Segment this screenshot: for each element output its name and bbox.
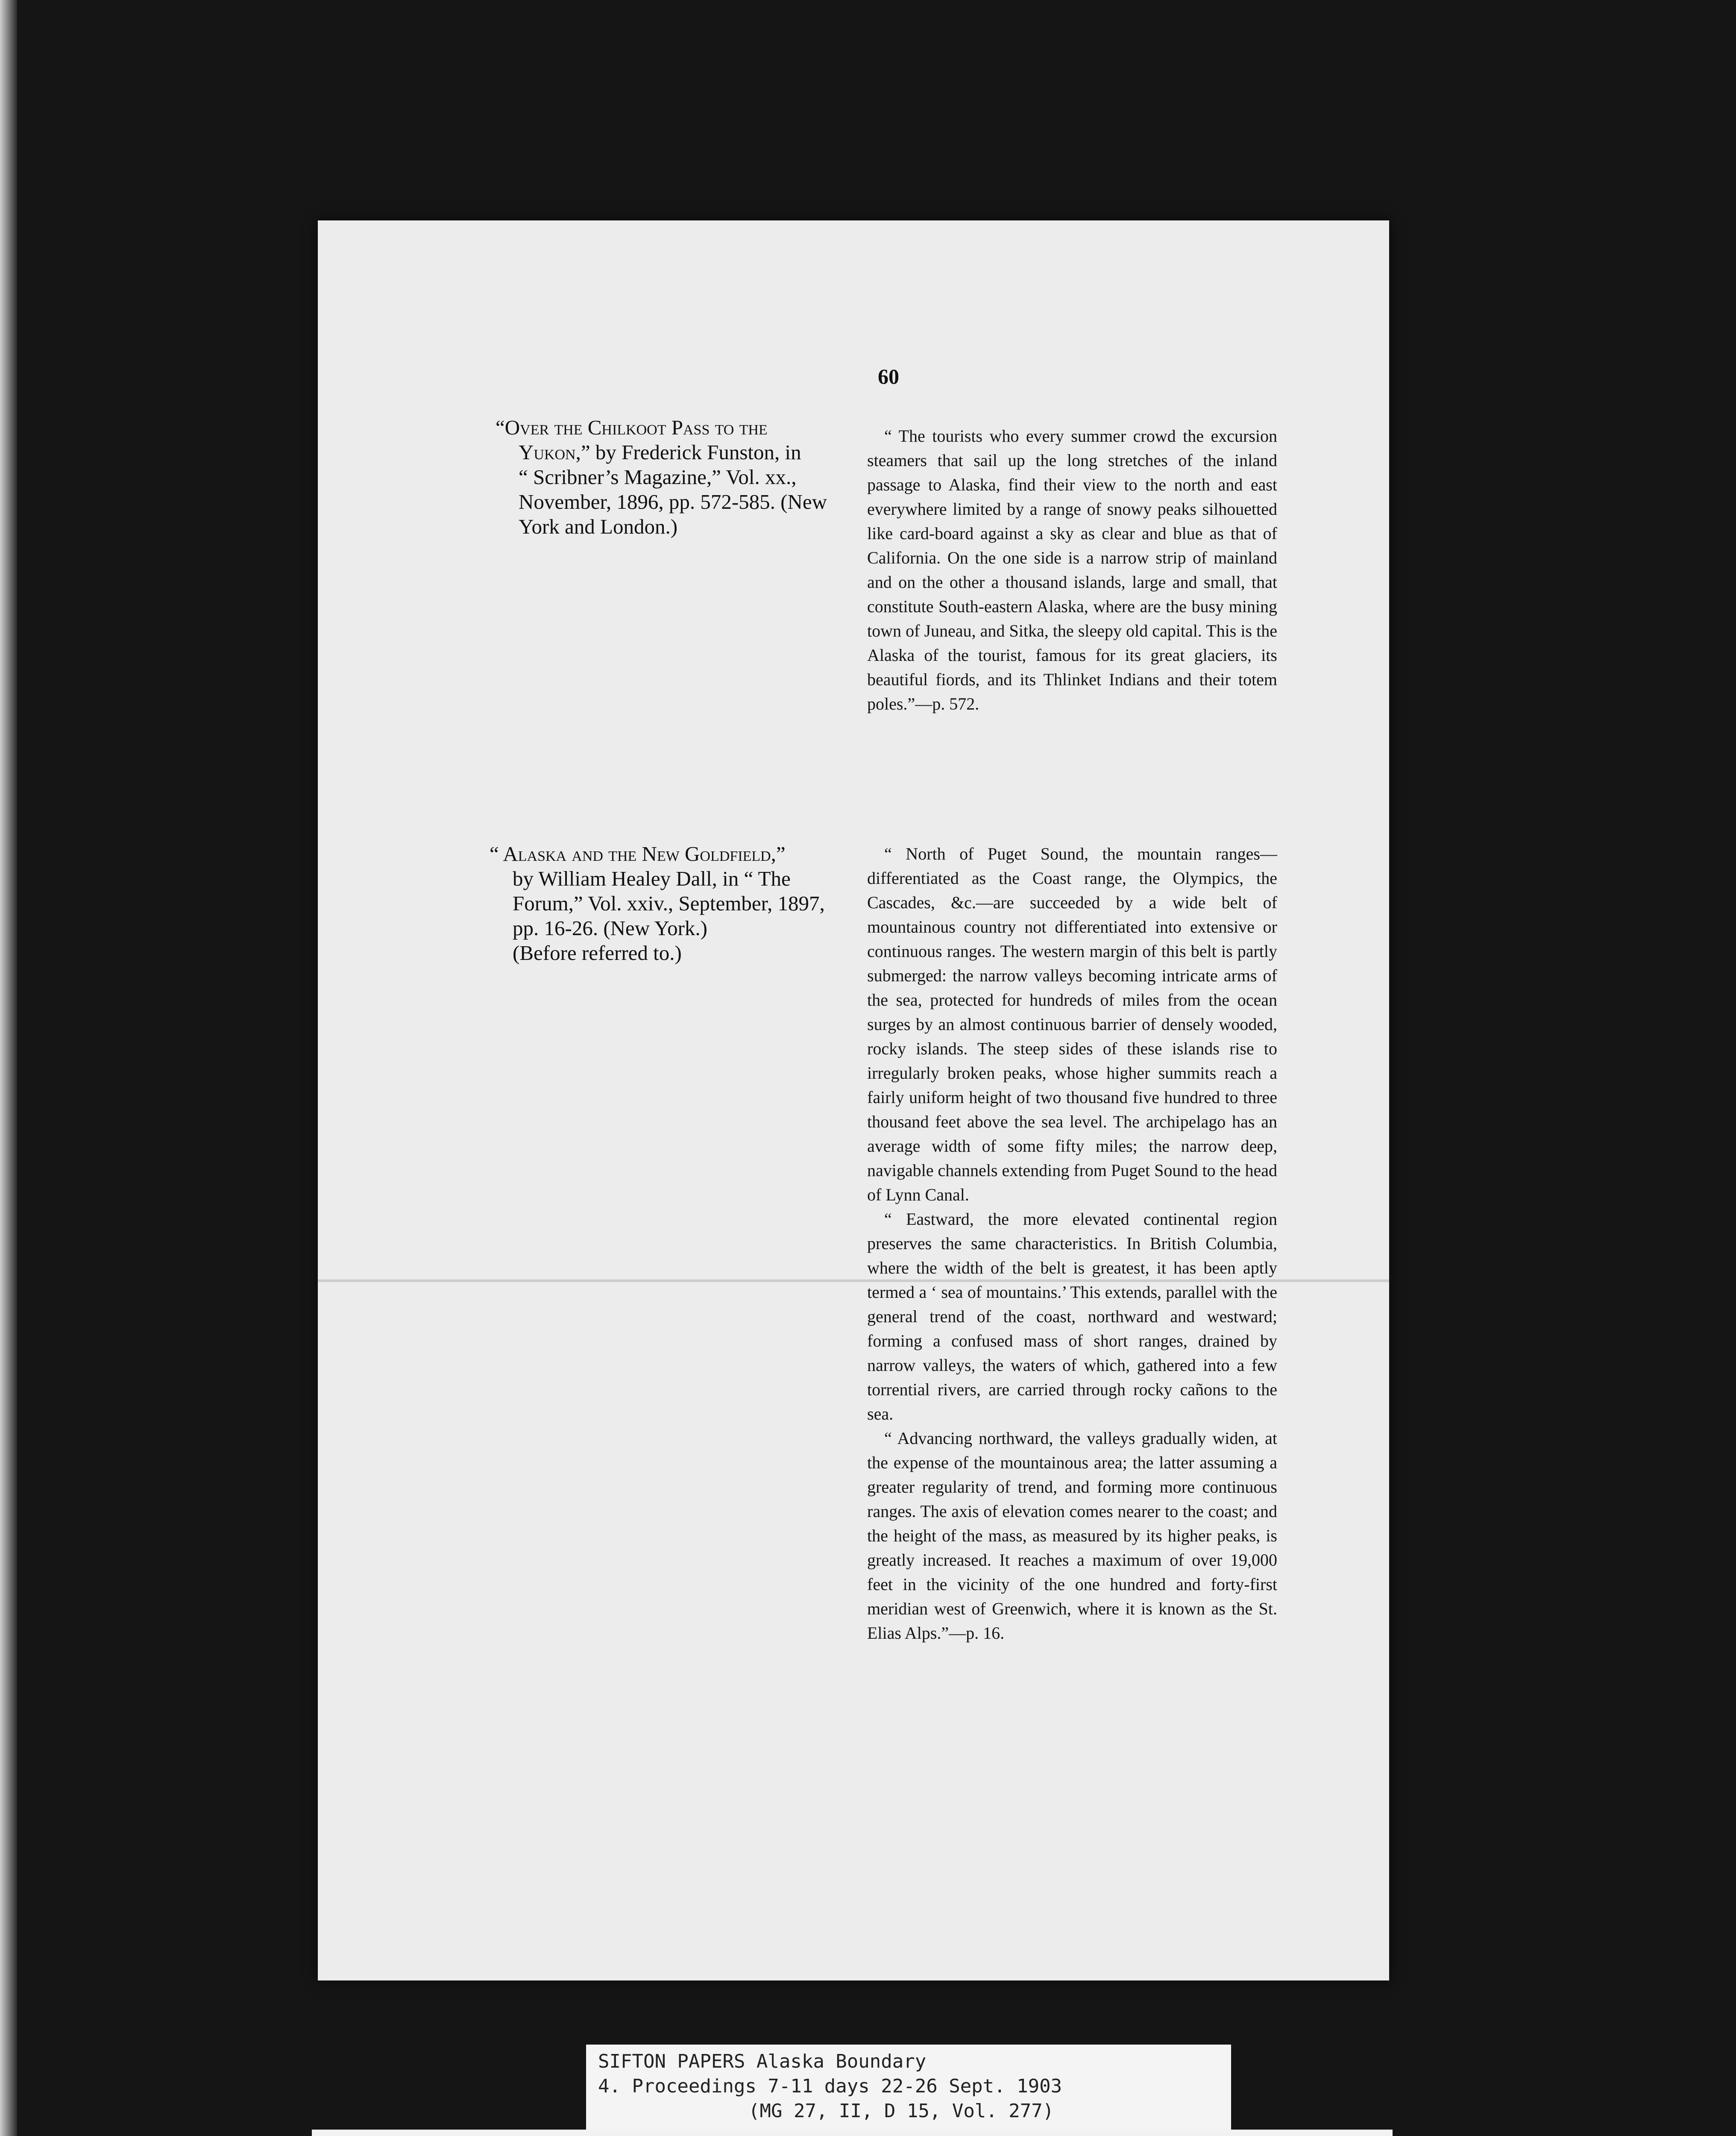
quote-paragraph: “ The tourists who every summer crowd the excursion steamers that sail up the long stretches of the inland passage to Alaska, find their view to the north and east everywhere limited by a range of snowy peaks silhouetted like card-board against a sky as clear and blue as that of California. On the one side is a narrow strip of mainland and on the other a thousand islands, large and small, that constitute South-eastern Alaska, where are the busy mining town of Juneau, and Sitka, the sleepy old capital. This is the Alaska of the tourist, famous for its great glaciers, its beautiful fiords, and its Thlinket Indians and their totem poles.”—p. 572. bbox=[867, 426, 1277, 713]
citation-line bbox=[496, 514, 827, 539]
citation-line bbox=[490, 941, 825, 965]
citation-line bbox=[496, 490, 827, 514]
citation-text: Pass to the bbox=[666, 416, 768, 439]
quote-paragraph: “ Advancing northward, the valleys gradually widen, at the expense of the mountainous area; the latter assuming a greater regularity of trend, and forming more continuous ranges. The axis of elevation comes nearer to the coast; and the height of the mass, as measured by its higher peaks, is greatly increased. It reaches a maximum of over 19,000 feet in the vicinity of the one hundred and forty-first meridian west of Greenwich, where it is known as the St. Elias Alps.”—p. 16. bbox=[867, 1429, 1277, 1643]
citation-text: ” by Frederick Funston, in bbox=[581, 440, 801, 464]
citation-text: “Over the bbox=[496, 416, 588, 439]
citation-text: York and London.) bbox=[519, 515, 678, 538]
citation-text: Chilkoot bbox=[587, 416, 666, 439]
citation-text: by William Healey Dall, in “ The bbox=[513, 867, 791, 890]
quote-paragraph: “ Eastward, the more elevated continental region preserves the same characteristics. In British Columbia, where the width of the belt is greatest, it has been aptly termed a ‘ sea of mountains.’ This extends, parallel with the general trend of the coast, northward and westward; forming a confused mass of short ranges, drained by narrow valleys, the waters of which, gathered into a few torrential rivers, are carried through rocky cañons to the sea. bbox=[867, 1209, 1277, 1423]
citation-text: “ Alaska and the New Goldfield, bbox=[490, 842, 776, 866]
citation-text: pp. 16-26. (New York.) bbox=[513, 916, 707, 940]
quote-funston bbox=[867, 424, 1277, 716]
citation-text: ” bbox=[776, 842, 786, 866]
slip-line-1: SIFTON PAPERS Alaska Boundary bbox=[598, 2051, 927, 2072]
citation-funston bbox=[496, 415, 827, 539]
slip-line-2: 4. Proceedings 7-11 days 22-26 Sept. 1903 bbox=[598, 2075, 1062, 2097]
citation-text: November, 1896, pp. 572-585. (New bbox=[519, 490, 827, 513]
citation-text: Yukon, bbox=[519, 440, 581, 464]
citation-line bbox=[490, 866, 825, 891]
citation-text: (Before referred to.) bbox=[513, 941, 682, 965]
citation-text: Forum,” Vol. xxiv., September, 1897, bbox=[513, 892, 825, 915]
citation-line bbox=[490, 842, 825, 866]
citation-text: “ Scribner’s Magazine,” Vol. xx., bbox=[519, 465, 797, 489]
quote-dall bbox=[867, 842, 1277, 1645]
archive-card bbox=[312, 2130, 1393, 2136]
citation-line bbox=[496, 415, 827, 440]
citation-line bbox=[490, 891, 825, 916]
citation-line bbox=[496, 465, 827, 490]
slip-line-3: (MG 27, II, D 15, Vol. 277) bbox=[748, 2100, 1054, 2122]
citation-line bbox=[496, 440, 827, 465]
quote-paragraph: “ North of Puget Sound, the mountain ranges—differentiated as the Coast range, the Olympics, the Cascades, &c.—are succeeded by a wide belt of mountainous country not differentiated into extensive or continuous ranges. The western margin of this belt is partly submerged: the narrow valleys becoming intricate arms of the sea, protected for hundreds of miles from the ocean surges by an almost continuous barrier of densely wooded, rocky islands. The steep sides of these islands rise to irregularly broken peaks, whose higher summits reach a fairly uniform height of two thousand five hundred to three thousand feet above the sea level. The archipelago has an average width of some fifty miles; the narrow deep, navigable channels extending from Puget Sound to the head of Lynn Canal. bbox=[867, 844, 1277, 1204]
citation-line bbox=[490, 916, 825, 941]
page-number: 60 bbox=[878, 364, 899, 388]
citation-dall bbox=[490, 842, 825, 965]
scan-edge bbox=[0, 0, 17, 2136]
catalogue-slip bbox=[586, 2045, 1231, 2136]
